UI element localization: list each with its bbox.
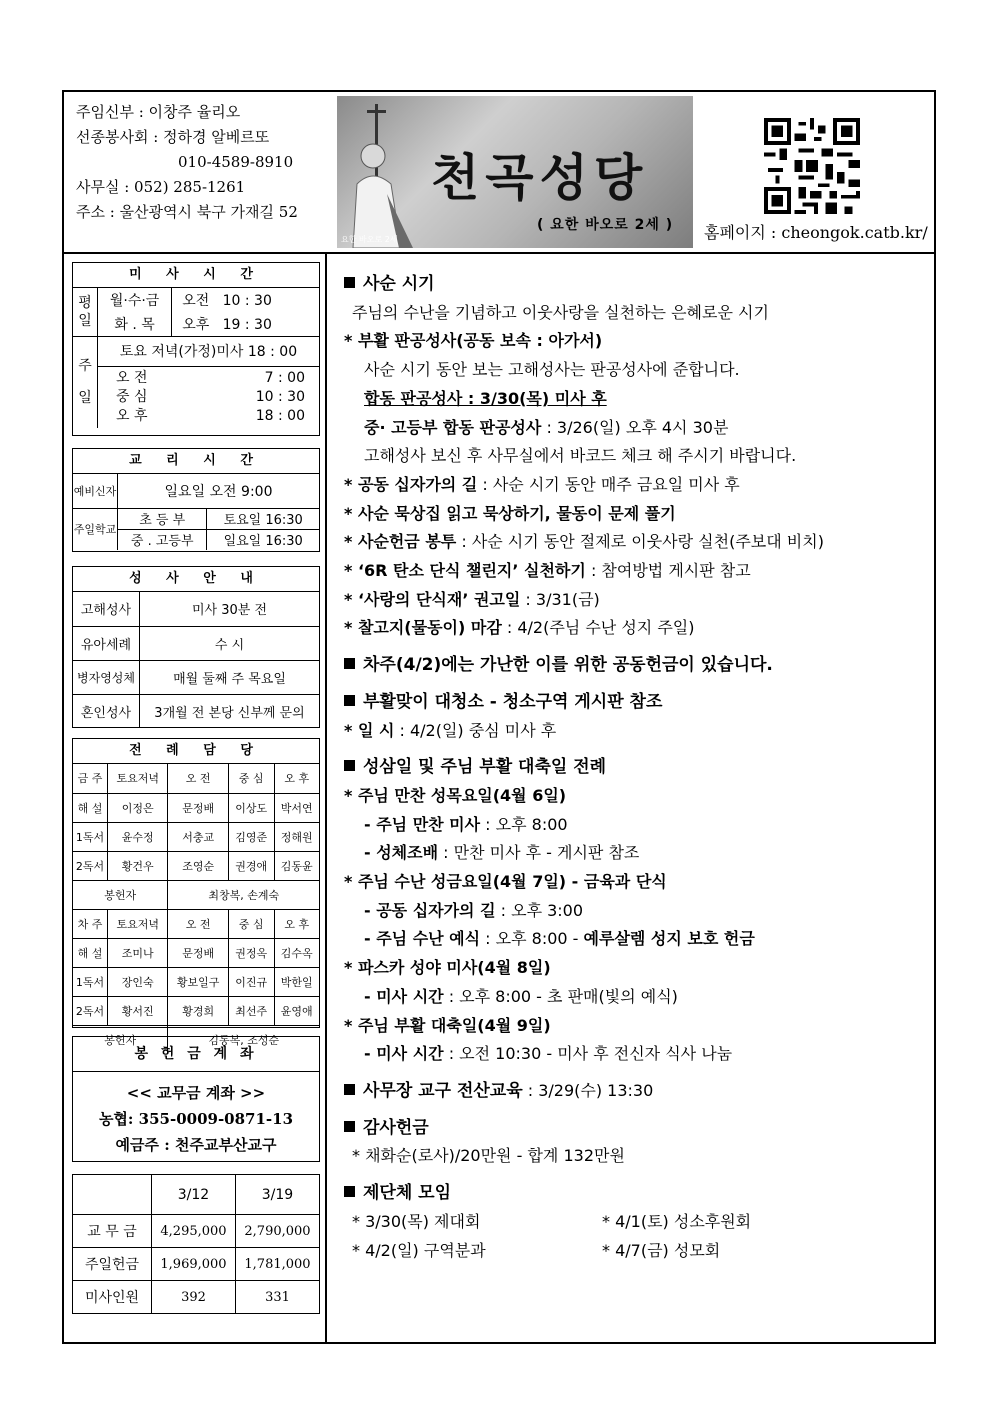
- weekday-time: 19 : 30: [222, 316, 272, 333]
- liturgy-cell: 정해원: [274, 822, 319, 851]
- finance-value: 1,969,000: [152, 1248, 236, 1281]
- liturgy-header: 오 후: [274, 909, 319, 938]
- account-holder: 예금주 : 천주교부산교구: [115, 1136, 277, 1154]
- square-bullet-icon: [344, 658, 355, 669]
- section-heading: 사순 시기: [344, 270, 934, 299]
- header-divider: [64, 252, 934, 254]
- liturgy-header: 중 심: [228, 909, 274, 938]
- saturday-mass: 토요 저녁(가정)미사 18 : 00: [98, 336, 320, 366]
- column-divider: [325, 252, 327, 1342]
- offering-names: 최창복, 손계숙: [168, 880, 319, 909]
- notice-line: * 채화순(로사)/20만원 - 합계 132만원: [352, 1146, 625, 1166]
- notice-line: 고해성사 보신 후 사무실에서 바코드 체크 해 주시기 바랍니다.: [364, 446, 797, 466]
- liturgy-cell: 김수옥: [274, 938, 319, 967]
- sacrament-label: 유아세례: [73, 626, 140, 660]
- notices: [344, 270, 934, 1265]
- mass-times-table: [73, 288, 319, 428]
- header-info: [76, 100, 298, 225]
- sunday-mass-name: 오 후: [116, 407, 148, 424]
- finance-date: 3/19: [236, 1175, 320, 1215]
- meeting-row: [344, 1237, 934, 1266]
- bulletin-frame: [62, 90, 936, 1344]
- liturgy-cell: 조미나: [108, 938, 168, 967]
- catechism-table: [73, 474, 319, 550]
- liturgy-header: 오 전: [168, 764, 228, 793]
- meeting-item: * 4/1(토) 성소후원회: [602, 1211, 752, 1231]
- finance-box: [72, 1174, 320, 1316]
- notice-line: * 부활 판공성사(공동 보속 : 아가서): [344, 331, 603, 351]
- finance-value: 1,781,000: [236, 1248, 320, 1281]
- offering-label: 봉헌자: [73, 1025, 168, 1054]
- weekday-time: 10 : 30: [222, 293, 272, 309]
- account-title: 봉 헌 금 계 좌: [73, 1037, 319, 1072]
- catechism-value: 일요일 오전 9:00: [118, 474, 320, 508]
- council-phone: 010-4589-8910: [178, 153, 294, 171]
- notice-line: * 찰고지(물동이) 마감 : 4/2(주님 수난 성지 주일): [344, 618, 695, 638]
- notice-line: * 주님 만찬 성목요일(4월 6일): [344, 785, 567, 805]
- square-bullet-icon: [344, 1084, 355, 1095]
- notice-line: * ‘6R 탄소 단식 챌린지’ 실천하기 : 참여방법 게시판 참고: [344, 561, 751, 581]
- liturgy-header: 금 주: [73, 764, 108, 793]
- finance-value: 2,790,000: [236, 1215, 320, 1248]
- notice-line: 사순 시기 동안 보는 고해성사는 판공성사에 준합니다.: [364, 360, 740, 380]
- address: 주소 : 울산광역시 북구 가재길 52: [76, 203, 298, 221]
- sunday-label: 주일: [73, 336, 98, 428]
- catechism-time: 일요일 16:30: [207, 529, 319, 550]
- square-bullet-icon: [344, 695, 355, 706]
- office-phone: 사무실 : 052) 285-1261: [76, 178, 246, 196]
- mass-times-title: 미 사 시 간: [73, 263, 319, 288]
- sunday-mass-time: 18 : 00: [255, 407, 305, 424]
- catechism-time: 토요일 16:30: [207, 508, 319, 529]
- weekday-label: 평일: [73, 288, 98, 336]
- offering-label: 봉헌자: [73, 880, 168, 909]
- catechism-label: 주일학교: [73, 508, 118, 550]
- liturgy-cell: 김영준: [228, 822, 274, 851]
- church-subtitle: ( 요한 바오로 2세 ): [537, 217, 674, 233]
- account-box: [72, 1036, 320, 1162]
- finance-label: 교 무 금: [73, 1215, 152, 1248]
- notice-line: * 파스카 성야 미사(4월 8일): [344, 958, 551, 978]
- notice-line: - 미사 시간 : 오후 8:00 - 초 판매(빛의 예식): [364, 986, 678, 1006]
- notice-line: 주님의 수난을 기념하고 이웃사랑을 실천하는 은혜로운 시기: [352, 302, 769, 322]
- liturgy-cell: 이정은: [108, 793, 168, 822]
- liturgy-role: 해 설: [73, 793, 108, 822]
- catechism-sub: 중 . 고등부: [118, 529, 207, 550]
- sunday-mass-name: 오 전: [116, 369, 148, 386]
- liturgy-cell: 서충교: [168, 822, 228, 851]
- liturgy-title: 전 례 담 당: [73, 739, 319, 764]
- finance-value: 4,295,000: [152, 1215, 236, 1248]
- section-heading: 부활맞이 대청소 - 청소구역 게시판 참조: [344, 688, 934, 717]
- pope-figure-icon: [347, 104, 417, 248]
- section-heading: 성삼일 및 주님 부활 대축일 전례: [344, 753, 934, 782]
- liturgy-cell: 황보일구: [168, 967, 228, 996]
- finance-table: [72, 1174, 320, 1314]
- liturgy-cell: 장인숙: [108, 967, 168, 996]
- meeting-item: * 4/7(금) 성모회: [602, 1240, 721, 1260]
- catechism-sub: 초 등 부: [118, 508, 207, 529]
- liturgy-cell: 문정배: [168, 793, 228, 822]
- liturgy-role: 1독서: [73, 967, 108, 996]
- catechism-label: 예비신자: [73, 474, 118, 508]
- liturgy-table: [73, 764, 319, 1054]
- account-heading: << 교무금 계좌 >>: [126, 1084, 266, 1102]
- liturgy-role: 2독서: [73, 851, 108, 880]
- notice-line: * 일 시 : 4/2(일) 중심 미사 후: [344, 720, 557, 740]
- liturgy-cell: 권정옥: [228, 938, 274, 967]
- church-title: 천곡성당: [431, 149, 649, 207]
- sacrament-value: 매월 둘째 주 목요일: [140, 660, 320, 694]
- liturgy-cell: 황경희: [168, 996, 228, 1025]
- notice-line: * ‘사랑의 단식재’ 권고일 : 3/31(금): [344, 589, 600, 609]
- council: 선종봉사회 : 정하경 알베르또: [76, 128, 270, 146]
- notice-line: 중· 고등부 합동 판공성사 : 3/26(일) 오후 4시 30분: [364, 417, 729, 437]
- finance-value: 392: [152, 1281, 236, 1314]
- sacraments-title: 성 사 안 내: [73, 567, 319, 592]
- sunday-mass-time: 7 : 00: [264, 369, 305, 386]
- liturgy-header: 오 전: [168, 909, 228, 938]
- square-bullet-icon: [344, 760, 355, 771]
- weekday-days: 화 . 목: [98, 312, 172, 336]
- sacrament-label: 혼인성사: [73, 694, 140, 728]
- sacrament-value: 미사 30분 전: [140, 592, 320, 626]
- mass-times-box: [72, 262, 320, 436]
- photo-caption: 요한 바오로 2세: [341, 235, 398, 244]
- finance-date: 3/12: [152, 1175, 236, 1215]
- sacrament-label: 고해성사: [73, 592, 140, 626]
- finance-label: 미사인원: [73, 1281, 152, 1314]
- notice-line: - 성체조배 : 만찬 미사 후 - 게시판 참조: [364, 843, 640, 863]
- sunday-mass-time: 10 : 30: [255, 388, 305, 405]
- liturgy-header: 차 주: [73, 909, 108, 938]
- finance-value: 331: [236, 1281, 320, 1314]
- liturgy-cell: 박한일: [274, 967, 319, 996]
- section-heading: 감사헌금: [344, 1114, 934, 1143]
- liturgy-cell: 황건우: [108, 851, 168, 880]
- pastor: 주임신부 : 이창주 율리오: [76, 103, 241, 121]
- notice-line: - 공동 십자가의 길 : 오후 3:00: [364, 900, 584, 920]
- banner-image: [337, 96, 693, 248]
- sunday-mass-name: 중 심: [116, 388, 148, 405]
- notice-line: - 미사 시간 : 오전 10:30 - 미사 후 전신자 식사 나눔: [364, 1044, 733, 1064]
- liturgy-cell: 조영순: [168, 851, 228, 880]
- liturgy-cell: 박서연: [274, 793, 319, 822]
- notice-line: * 사순헌금 봉투 : 사순 시기 동안 절제로 이웃사랑 실천(주보대 비치): [344, 532, 824, 552]
- weekday-ampm: 오후: [182, 316, 210, 333]
- account-number[interactable]: 농협: 355-0009-0871-13: [98, 1110, 294, 1128]
- square-bullet-icon: [344, 1121, 355, 1132]
- square-bullet-icon: [344, 1186, 355, 1197]
- notice-line: * 주님 수난 성금요일(4월 7일) - 금육과 단식: [344, 872, 667, 892]
- liturgy-cell: 이상도: [228, 793, 274, 822]
- homepage-link[interactable]: 홈페이지 : cheongok.catb.kr/: [704, 223, 928, 242]
- section-heading: 차주(4/2)에는 가난한 이를 위한 공동헌금이 있습니다.: [344, 651, 934, 680]
- notice-line: * 주님 부활 대축일(4월 9일): [344, 1015, 551, 1035]
- catechism-box: [72, 448, 320, 552]
- liturgy-cell: 이진규: [228, 967, 274, 996]
- liturgy-role: 2독서: [73, 996, 108, 1025]
- sacrament-value: 수 시: [140, 626, 320, 660]
- notice-line: * 공동 십자가의 길 : 사순 시기 동안 매주 금요일 미사 후: [344, 474, 740, 494]
- liturgy-cell: 김동윤: [274, 851, 319, 880]
- liturgy-cell: 윤수정: [108, 822, 168, 851]
- liturgy-role: 1독서: [73, 822, 108, 851]
- liturgy-cell: 최선주: [228, 996, 274, 1025]
- liturgy-cell: 권경애: [228, 851, 274, 880]
- weekday-days: 월·수·금: [98, 288, 172, 312]
- liturgy-cell: 윤영애: [274, 996, 319, 1025]
- meeting-row: [344, 1208, 934, 1237]
- catechism-title: 교 리 시 간: [73, 449, 319, 474]
- liturgy-header: 토요저녁: [108, 764, 168, 793]
- weekday-ampm: 오전: [182, 293, 210, 309]
- notice-line: - 주님 수난 예식 : 오후 8:00 - 예루살렘 성지 보호 헌금: [364, 929, 755, 949]
- sacrament-label: 병자영성체: [73, 660, 140, 694]
- section-heading: 제단체 모임: [344, 1179, 934, 1208]
- square-bullet-icon: [344, 277, 355, 288]
- finance-label: 주일헌금: [73, 1248, 152, 1281]
- liturgy-header: 중 심: [228, 764, 274, 793]
- meeting-item: * 4/2(일) 구역분과: [352, 1240, 486, 1260]
- liturgy-header: 토요저녁: [108, 909, 168, 938]
- meeting-item: * 3/30(목) 제대회: [352, 1211, 481, 1231]
- sacraments-box: [72, 566, 320, 728]
- sacrament-value: 3개월 전 본당 신부께 문의: [140, 694, 320, 728]
- liturgy-box: [72, 738, 320, 1047]
- qr-code-icon[interactable]: [764, 118, 860, 214]
- notice-line: * 사순 묵상집 읽고 묵상하기, 물동이 문제 풀기: [344, 503, 676, 523]
- liturgy-cell: 문정배: [168, 938, 228, 967]
- liturgy-header: 오 후: [274, 764, 319, 793]
- liturgy-role: 해 설: [73, 938, 108, 967]
- liturgy-cell: 황서진: [108, 996, 168, 1025]
- notice-line: - 주님 만찬 미사 : 오후 8:00: [364, 814, 568, 834]
- offering-names: 김동복, 조성순: [168, 1025, 319, 1054]
- sacraments-table: [73, 592, 319, 728]
- section-heading: 사무장 교구 전산교육 : 3/29(수) 13:30: [344, 1077, 934, 1106]
- notice-line: 합동 판공성사 : 3/30(목) 미사 후: [364, 388, 607, 408]
